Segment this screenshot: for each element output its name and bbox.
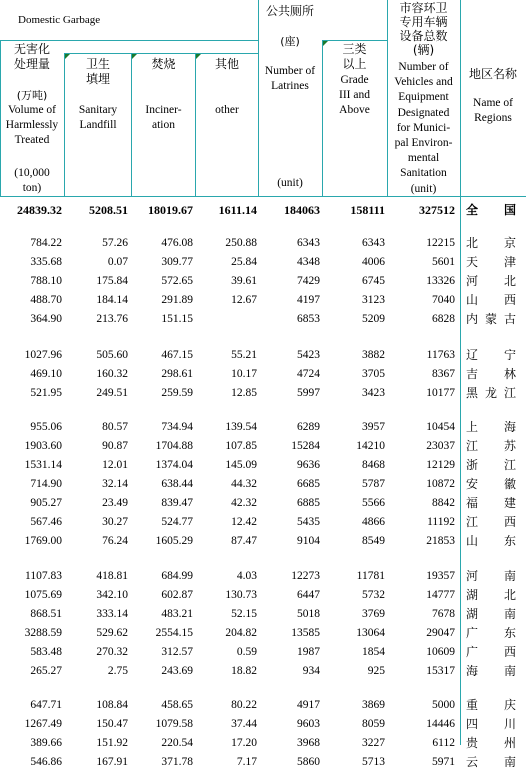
total-cell: 184063 <box>284 203 320 217</box>
incin-zh-label: 焚烧 <box>151 57 176 71</box>
region-char: 江 <box>466 515 479 529</box>
table-cell: 9603 <box>297 718 320 730</box>
region-name <box>466 253 516 271</box>
region-char: 北 <box>503 588 516 602</box>
region-char: 福 <box>466 496 479 510</box>
table-cell: 3423 <box>362 387 385 399</box>
table-cell: 130.73 <box>225 589 257 601</box>
table-cell: 7429 <box>297 275 320 287</box>
region-en-label: Name of Regions <box>473 97 513 124</box>
table-cell: 243.69 <box>161 665 193 677</box>
region-name <box>466 532 516 550</box>
table-cell: 0.07 <box>107 256 128 268</box>
table-cell: 546.86 <box>30 756 62 768</box>
table-cell: 8367 <box>432 368 455 380</box>
table-cell: 572.65 <box>161 275 193 287</box>
table-cell: 167.91 <box>96 756 128 768</box>
region-char: 海 <box>503 420 516 434</box>
vehicles-en-label: Number of Vehicles and Equipment Designated for Munici- pal Environ- mental Sanitation (unit) <box>394 61 453 195</box>
region-name <box>466 475 516 493</box>
table-cell: 6447 <box>297 589 320 601</box>
table-cell: 6112 <box>432 737 455 749</box>
table-cell: 602.87 <box>161 589 193 601</box>
table-cell: 458.65 <box>161 699 193 711</box>
region-char: 苏 <box>503 439 516 453</box>
table-cell: 12215 <box>426 237 455 249</box>
table-cell: 220.54 <box>161 737 193 749</box>
table-cell: 3957 <box>362 421 385 433</box>
table-cell: 714.90 <box>30 478 62 490</box>
table-cell: 5435 <box>297 516 320 528</box>
sanitary-zh-label: 卫生 填埋 <box>85 57 110 86</box>
table-cell: 9104 <box>297 535 320 547</box>
table-cell: 4917 <box>297 699 320 711</box>
table-cell: 250.88 <box>225 237 257 249</box>
table-cell: 8842 <box>432 497 455 509</box>
total-cell: 24839.32 <box>17 203 62 217</box>
region-char: 古 <box>503 312 516 326</box>
table-cell: 80.22 <box>231 699 257 711</box>
region-name <box>466 624 516 642</box>
table-cell: 12.85 <box>231 387 257 399</box>
region-char: 河 <box>466 569 479 583</box>
region-char: 南 <box>503 607 516 621</box>
region-char: 南 <box>503 569 516 583</box>
vehicles-zh-label: 市容环卫 专用车辆 设备总数 (辆) <box>399 1 448 57</box>
table-cell: 7678 <box>432 608 455 620</box>
table-cell: 734.94 <box>161 421 193 433</box>
table-cell: 19357 <box>426 570 455 582</box>
region-char: 津 <box>503 255 516 269</box>
table-cell: 0.59 <box>236 646 257 658</box>
table-cell: 4866 <box>362 516 385 528</box>
table-cell: 25.84 <box>231 256 257 268</box>
table-cell: 204.82 <box>225 627 257 639</box>
region-name <box>466 513 516 531</box>
table-cell: 5601 <box>432 256 455 268</box>
region-name <box>466 418 516 436</box>
region-char: 西 <box>503 515 516 529</box>
region-name <box>466 201 516 219</box>
table-cell: 11781 <box>356 570 385 582</box>
table-cell: 4197 <box>297 294 320 306</box>
region-char: 龙 <box>484 386 497 400</box>
region-name <box>466 734 516 752</box>
table-cell: 12129 <box>426 459 455 471</box>
table-cell: 291.89 <box>161 294 193 306</box>
region-name <box>466 605 516 623</box>
table-cell: 784.22 <box>30 237 62 249</box>
table-cell: 76.24 <box>102 535 128 547</box>
region-char: 辽 <box>466 348 479 362</box>
region-name <box>466 234 516 252</box>
table-cell: 4724 <box>297 368 320 380</box>
region-name <box>466 310 516 328</box>
region-name <box>466 346 516 364</box>
table-cell: 333.14 <box>96 608 128 620</box>
table-cell: 7.17 <box>236 756 257 768</box>
table-cell: 249.51 <box>96 387 128 399</box>
grade3-zh-label: 三类 以上 <box>342 42 367 71</box>
table-cell: 80.57 <box>102 421 128 433</box>
table-cell: 108.84 <box>96 699 128 711</box>
latrines-unit-en: (unit) <box>277 177 303 189</box>
table-cell: 90.87 <box>102 440 128 452</box>
table-cell: 13585 <box>291 627 320 639</box>
region-char: 吉 <box>466 367 479 381</box>
table-cell: 213.76 <box>96 313 128 325</box>
table-cell: 521.95 <box>30 387 62 399</box>
table-cell: 160.32 <box>96 368 128 380</box>
total-cell: 1611.14 <box>218 203 257 217</box>
region-char: 东 <box>503 534 516 548</box>
table-cell: 6745 <box>362 275 385 287</box>
region-name <box>466 365 516 383</box>
latrines-unit-zh: (座) <box>280 35 300 48</box>
table-cell: 1903.60 <box>24 440 62 452</box>
table-cell: 567.46 <box>30 516 62 528</box>
table-cell: 8549 <box>362 535 385 547</box>
region-char: 北 <box>503 274 516 288</box>
table-cell: 312.57 <box>161 646 193 658</box>
region-char: 黑 <box>466 386 479 400</box>
table-cell: 30.27 <box>102 516 128 528</box>
region-name <box>466 662 516 680</box>
region-char: 四 <box>466 717 479 731</box>
region-char: 京 <box>503 236 516 250</box>
table-cell: 3968 <box>297 737 320 749</box>
table-cell: 3882 <box>362 349 385 361</box>
table-cell: 10177 <box>426 387 455 399</box>
table-cell: 1605.29 <box>155 535 193 547</box>
region-char: 江 <box>503 458 516 472</box>
region-char: 林 <box>503 367 516 381</box>
table-cell: 265.27 <box>30 665 62 677</box>
table-cell: 6685 <box>297 478 320 490</box>
region-name <box>466 494 516 512</box>
region-char: 国 <box>503 203 516 217</box>
table-cell: 3705 <box>362 368 385 380</box>
table-cell: 44.32 <box>231 478 257 490</box>
region-char: 广 <box>466 645 479 659</box>
region-char: 东 <box>503 626 516 640</box>
region-char: 江 <box>503 386 516 400</box>
table-cell: 57.26 <box>102 237 128 249</box>
sanitary-en-label: Sanitary Landfill <box>78 104 118 131</box>
table-cell: 3769 <box>362 608 385 620</box>
region-char: 庆 <box>503 698 516 712</box>
table-cell: 1987 <box>297 646 320 658</box>
grade3-en-label: Grade III and Above <box>339 74 370 116</box>
table-cell: 342.10 <box>96 589 128 601</box>
region-char: 贵 <box>466 736 479 750</box>
table-cell: 29047 <box>426 627 455 639</box>
table-cell: 467.15 <box>161 349 193 361</box>
region-name <box>466 643 516 661</box>
table-cell: 905.27 <box>30 497 62 509</box>
table-cell: 5971 <box>432 756 455 768</box>
region-char: 山 <box>466 293 479 307</box>
table-cell: 11763 <box>426 349 455 361</box>
table-cell: 21853 <box>426 535 455 547</box>
table-cell: 788.10 <box>30 275 62 287</box>
region-char: 内 <box>466 312 479 326</box>
region-char: 全 <box>466 203 479 217</box>
table-cell: 1531.14 <box>24 459 62 471</box>
table-cell: 5423 <box>297 349 320 361</box>
region-name <box>466 586 516 604</box>
table-cell: 3288.59 <box>24 627 62 639</box>
volume-unit-en: (10,000 ton) <box>14 167 50 194</box>
region-char: 云 <box>466 755 479 769</box>
table-cell: 469.10 <box>30 368 62 380</box>
table-cell: 389.66 <box>30 737 62 749</box>
table-cell: 955.06 <box>30 421 62 433</box>
table-header <box>0 0 526 196</box>
table-cell: 1374.04 <box>155 459 193 471</box>
table-cell: 5566 <box>362 497 385 509</box>
table-cell: 55.21 <box>231 349 257 361</box>
table-cell: 3227 <box>362 737 385 749</box>
table-cell: 259.59 <box>161 387 193 399</box>
table-cell <box>197 310 257 328</box>
table-cell: 1769.00 <box>24 535 62 547</box>
table-cell: 684.99 <box>161 570 193 582</box>
table-cell: 150.47 <box>96 718 128 730</box>
table-cell: 335.68 <box>30 256 62 268</box>
table-cell: 4348 <box>297 256 320 268</box>
table-cell: 5860 <box>297 756 320 768</box>
table-cell: 8059 <box>362 718 385 730</box>
table-cell: 934 <box>302 665 320 677</box>
table-cell: 151.92 <box>96 737 128 749</box>
table-cell: 5997 <box>297 387 320 399</box>
total-cell: 5208.51 <box>89 203 128 217</box>
volume-unit-zh: (万吨) <box>16 89 48 102</box>
table-cell: 298.61 <box>161 368 193 380</box>
table-cell: 10609 <box>426 646 455 658</box>
table-cell: 52.15 <box>231 608 257 620</box>
region-name <box>466 715 516 733</box>
table-cell: 5209 <box>362 313 385 325</box>
table-cell: 5787 <box>362 478 385 490</box>
table-cell: 13064 <box>356 627 385 639</box>
region-char: 南 <box>503 664 516 678</box>
region-char: 徽 <box>503 477 516 491</box>
region-name <box>466 272 516 290</box>
table-cell: 4006 <box>362 256 385 268</box>
latrines-en-label: Number of Latrines <box>264 65 316 92</box>
table-cell: 583.48 <box>30 646 62 658</box>
table-cell: 1267.49 <box>24 718 62 730</box>
table-cell: 5713 <box>362 756 385 768</box>
table-cell: 175.84 <box>96 275 128 287</box>
table-cell: 2.75 <box>107 665 128 677</box>
table-cell: 1107.83 <box>25 570 62 582</box>
table-cell: 12273 <box>291 570 320 582</box>
table-cell: 14777 <box>426 589 455 601</box>
region-char: 安 <box>466 477 479 491</box>
region-char: 浙 <box>466 458 479 472</box>
region-char: 海 <box>466 664 479 678</box>
region-char: 宁 <box>503 348 516 362</box>
table-cell: 37.44 <box>231 718 257 730</box>
table-cell: 12.01 <box>102 459 128 471</box>
region-char: 重 <box>466 698 479 712</box>
domestic-garbage-heading: Domestic Garbage <box>18 14 101 26</box>
table-cell: 1854 <box>362 646 385 658</box>
table-cell: 6289 <box>297 421 320 433</box>
table-cell: 145.09 <box>225 459 257 471</box>
region-char: 西 <box>503 645 516 659</box>
region-char: 河 <box>466 274 479 288</box>
table-cell: 309.77 <box>161 256 193 268</box>
region-char: 川 <box>503 717 516 731</box>
region-char: 广 <box>466 626 479 640</box>
table-cell: 6885 <box>297 497 320 509</box>
table-cell: 23037 <box>426 440 455 452</box>
region-zh-label: 地区名称 <box>468 67 517 81</box>
table-cell: 925 <box>367 665 385 677</box>
other-en-label: other <box>215 104 239 116</box>
table-cell: 6343 <box>297 237 320 249</box>
table-cell: 488.70 <box>30 294 62 306</box>
region-char: 山 <box>466 534 479 548</box>
other-zh-label: 其他 <box>214 57 239 71</box>
incin-en-label: Inciner- ation <box>145 104 182 131</box>
table-cell: 6828 <box>432 313 455 325</box>
region-name <box>466 291 516 309</box>
table-cell: 1079.58 <box>155 718 193 730</box>
table-cell: 1027.96 <box>24 349 62 361</box>
table-cell: 3123 <box>362 294 385 306</box>
region-char: 湖 <box>466 607 479 621</box>
table-cell: 42.32 <box>231 497 257 509</box>
table-cell: 6853 <box>297 313 320 325</box>
table-cell: 364.90 <box>30 313 62 325</box>
region-char: 北 <box>466 236 479 250</box>
region-name <box>466 437 516 455</box>
table-cell: 14210 <box>356 440 385 452</box>
table-cell: 5000 <box>432 699 455 711</box>
table-cell: 1704.88 <box>155 440 193 452</box>
table-cell: 17.20 <box>231 737 257 749</box>
table-cell: 6343 <box>362 237 385 249</box>
table-cell: 7040 <box>432 294 455 306</box>
table-cell: 524.77 <box>161 516 193 528</box>
table-cell: 151.15 <box>161 313 193 325</box>
table-cell: 4.03 <box>236 570 257 582</box>
region-char: 上 <box>466 420 479 434</box>
region-char: 西 <box>503 293 516 307</box>
total-cell: 158111 <box>350 203 385 217</box>
region-char: 南 <box>503 755 516 769</box>
table-cell: 107.85 <box>225 440 257 452</box>
table-cell: 418.81 <box>96 570 128 582</box>
table-cell: 868.51 <box>30 608 62 620</box>
region-name <box>466 696 516 714</box>
table-cell: 529.62 <box>96 627 128 639</box>
table-cell: 32.14 <box>102 478 128 490</box>
volume-en-label: Volume of Harmlessly Treated <box>5 104 59 146</box>
table-cell: 483.21 <box>161 608 193 620</box>
table-cell: 139.54 <box>225 421 257 433</box>
region-char: 江 <box>466 439 479 453</box>
table-cell: 2554.15 <box>155 627 193 639</box>
table-cell: 15284 <box>291 440 320 452</box>
region-name <box>466 567 516 585</box>
region-name <box>466 456 516 474</box>
region-char: 建 <box>503 496 516 510</box>
table-cell: 5732 <box>362 589 385 601</box>
table-cell: 476.08 <box>161 237 193 249</box>
region-char: 蒙 <box>484 312 497 326</box>
table-cell: 371.78 <box>161 756 193 768</box>
table-cell: 647.71 <box>30 699 62 711</box>
table-cell: 13326 <box>426 275 455 287</box>
table-cell: 1075.69 <box>24 589 62 601</box>
region-char: 州 <box>503 736 516 750</box>
region-char: 天 <box>466 255 479 269</box>
table-cell: 23.49 <box>102 497 128 509</box>
table-cell: 10872 <box>426 478 455 490</box>
table-cell: 638.44 <box>161 478 193 490</box>
table-cell: 184.14 <box>96 294 128 306</box>
total-cell: 327512 <box>419 203 455 217</box>
table-cell: 8468 <box>362 459 385 471</box>
table-cell: 12.42 <box>231 516 257 528</box>
region-char: 湖 <box>466 588 479 602</box>
region-name <box>466 753 516 771</box>
table-cell: 10454 <box>426 421 455 433</box>
table-cell: 839.47 <box>161 497 193 509</box>
table-cell: 505.60 <box>96 349 128 361</box>
table-cell: 5018 <box>297 608 320 620</box>
table-cell: 18.82 <box>231 665 257 677</box>
table-cell: 9636 <box>297 459 320 471</box>
table-cell: 12.67 <box>231 294 257 306</box>
table-cell: 14446 <box>426 718 455 730</box>
table-cell: 270.32 <box>96 646 128 658</box>
table-cell: 3869 <box>362 699 385 711</box>
table-cell: 10.17 <box>231 368 257 380</box>
total-cell: 18019.67 <box>148 203 193 217</box>
table-cell: 15317 <box>426 665 455 677</box>
table-cell: 39.61 <box>231 275 257 287</box>
table-cell: 11192 <box>427 516 455 528</box>
volume-zh-label: 无害化 处理量 <box>13 42 50 71</box>
region-name <box>466 384 516 402</box>
latrines-zh-label: 公共厕所 <box>265 4 314 18</box>
table-cell: 87.47 <box>231 535 257 547</box>
